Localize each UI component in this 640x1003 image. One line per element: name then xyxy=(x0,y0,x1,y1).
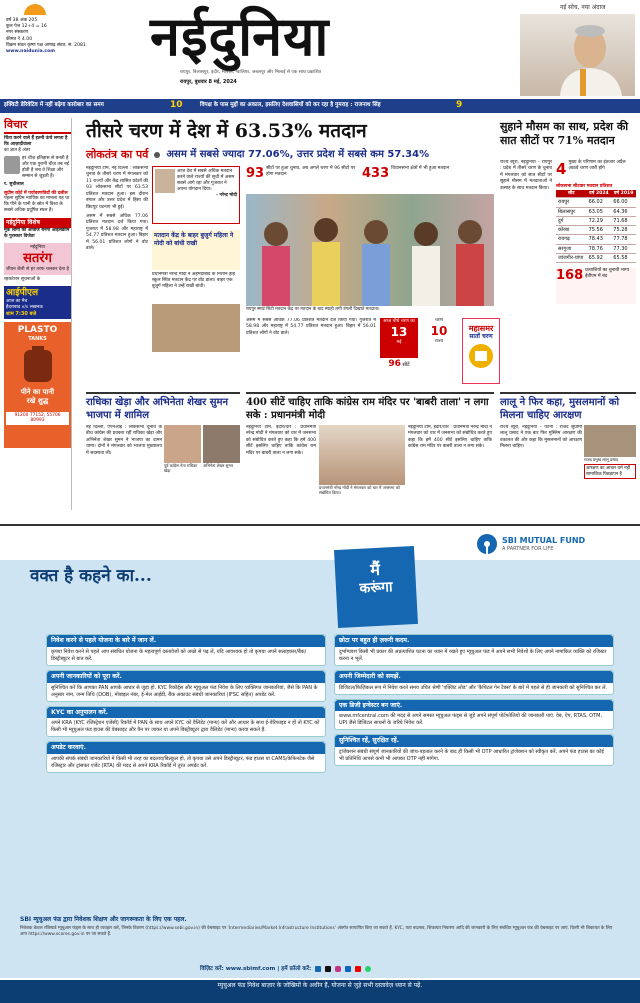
left-column xyxy=(4,118,72,510)
vichar-title: विचार xyxy=(4,118,71,134)
facebook-icon[interactable] xyxy=(315,966,321,972)
cell-seat: बिलासपुर xyxy=(556,207,587,216)
sc-title: सुप्रीम कोर्ट में पर्यावरणविदों की दलील xyxy=(4,190,68,196)
box433-text: विधानसभा क्षेत्रों में भी हुआ मतदान xyxy=(391,166,450,171)
ad-brand-sub: TANKS xyxy=(28,336,47,343)
sbi-panel xyxy=(334,670,614,695)
col-2024: वर्ष 2024 xyxy=(587,190,612,198)
mahasamar-sub: सातों चरण xyxy=(469,333,493,340)
lead-body2: असम में सबसे अधिक 77.06 प्रतिशत मतदान दर्ज किया गया। गुजरात में 58.98 और महाराष्ट्र में 54.77 प्रतिशत मतदान हुआ। बिहार में 56.01 प्रतिशत लोगों ने वोट डाले। xyxy=(246,318,376,336)
modi-caption: प्रधानमंत्री नरेन्द्र मोदी ने मंगलवार को धार में जनसभा को संबोधित किया। xyxy=(319,485,400,495)
panel-text: अपने KRA (KYC रजिस्ट्रेशन एजेंसी) रिकॉर्ड में PAN के साथ अपने KYC को वैलिडेट (मान्य) करें और आधार के साथ ई-वेरिफाइड न हों तो KYC को किसी भी म्यूचुअल फंड हाउस की वेबसाइट और पैन पर जाकर या अपने डिस्ट्रीब्यूटर द्वारा वैलिडेट (मान्य) करवा सकते हैं. xyxy=(51,720,320,734)
ad-phone: 91200 77152, 55706 80993 xyxy=(6,412,69,425)
khera-story[interactable] xyxy=(86,392,240,521)
stat-10: 10 xyxy=(430,323,448,338)
cell-seat: रायगढ़ xyxy=(556,235,587,244)
big168-box xyxy=(556,268,636,304)
cell-2019: 64.36 xyxy=(611,207,636,216)
phase-stat-box xyxy=(380,318,418,358)
visit-line[interactable] xyxy=(200,962,440,976)
stat-10-box xyxy=(420,318,458,358)
sbi-panel xyxy=(334,734,614,766)
leader-photo xyxy=(520,14,635,96)
divider xyxy=(0,524,640,526)
voters-photo xyxy=(246,194,494,306)
khera-photo xyxy=(164,425,201,463)
panel-title: सुनिश्चित रहें, सुरक्षित रहें. xyxy=(335,735,613,747)
masthead-logo: नईदुनिया xyxy=(150,4,330,68)
modi-photo xyxy=(319,425,405,485)
panel-title: छोटा पर बहुत ही ज़रूरी कदम. xyxy=(335,635,613,647)
x-icon[interactable] xyxy=(325,966,331,972)
ipl-box[interactable] xyxy=(4,286,71,319)
modi-avatar xyxy=(155,169,175,193)
strip-left-page: 10 xyxy=(170,100,183,110)
stat-13: 13 xyxy=(390,324,408,339)
stat-10-unit: राज्य xyxy=(434,338,444,344)
lalu-text: राज्य ब्यूरो, नईदुनिया – पटना : राजद सुप्रीमो लालू प्रसाद ने एक बार फिर मुस्लिम आरक्षण की वकालत की और कहा कि मुसलमानों को आरक्षण मिलना चाहिए। xyxy=(500,425,582,450)
vichar-author: र. सुधीलाल xyxy=(4,181,24,187)
kharge-photo xyxy=(152,304,240,352)
kharge-text: प्रधानमंत्री नरेन्द्र मोदी ने अहमदाबाद के निशान हाई स्कूल स्थित मतदान केंद्र पर वोट डाला। बाहर एक बुजुर्ग महिला ने उन्हें राखी बांधी। xyxy=(152,272,235,289)
lalu-story[interactable] xyxy=(500,392,636,521)
lead-headline[interactable]: तीसरे चरण में देश में 63.53% मतदान xyxy=(86,120,367,142)
table-row xyxy=(556,244,636,253)
linkedin-icon[interactable] xyxy=(345,966,351,972)
sbi-brand: SBI MUTUAL FUND xyxy=(502,535,586,545)
table-row xyxy=(556,207,636,216)
col-2019: वर्ष 2019 xyxy=(611,190,636,198)
table-row xyxy=(556,226,636,235)
khera-text: नई दिल्ली, एएनआई : लोकसभा चुनाव के बीच कांग्रेस की प्रवक्ता रहीं राधिका खेड़ा और अभिनेता शेखर सुमन ने भाजपा का दामन थामा। दोनों ने मंगलवार को भाजपा मुख्यालय में सदस्यता ली। xyxy=(86,425,162,456)
sbi-logo-icon xyxy=(476,533,498,555)
modi-quote-box xyxy=(152,166,240,224)
table-row xyxy=(556,198,636,207)
four-text: मुख्य के परिणाम का इंतजार अप्रैल आठवें चरण जारी होंगे xyxy=(568,160,626,171)
panel-title: एक डिजी इन्वेस्टर बन जाएं. xyxy=(335,700,613,712)
cell-seat: सरगुजा xyxy=(556,244,587,253)
vichar-item: चिंता करने वाले हैं इतनी ऊंचे लगता है कि आज़ादीवाला xyxy=(4,135,68,147)
website-link[interactable]: www.naidunia.com xyxy=(6,48,56,54)
headline-strip xyxy=(0,99,640,113)
edition-info xyxy=(6,18,116,55)
cell-2024: 63.05 xyxy=(587,207,612,216)
lalu-photo xyxy=(584,425,636,457)
edu-text: निवेशक केवल रजिस्टर्ड म्यूचुअल फंड्स के साथ ही व्यवहार करें, जिनके विवरण (https://www.sebi.gov.in) की वेबसाइट पर 'Intermediaries/Market Infrastructure Institutions' अंतर्गत सत्यापित किए जा सकते हैं. KYC, पता बदलाव, शिकायत निवारण आदि की जानकारी के लिए संबंधित म्यूचुअल फंड की वेबसाइट पर जाएं. किसी भी शिकायत के लिए आप https://www.scores.gov.in पर जा सकते हैं. xyxy=(20,926,613,937)
strip-right-page: 9 xyxy=(456,100,463,110)
ipl-time: शाम 7:30 बजे xyxy=(6,310,37,317)
sbi-left-panels xyxy=(46,634,326,773)
strip-right-text[interactable]: विपक्ष के पास मुद्दों का अकाल, इसलिए देशवासियों को कर रहा है गुमराह : राजनाथ सिंह xyxy=(200,102,381,108)
author-avatar xyxy=(4,156,20,174)
editions-line: रायपुर, बिलासपुर, इंदौर, भोपाल, ग्वालियर, जबलपुर और भिलाई से एक साथ प्रकाशित xyxy=(180,70,322,75)
vichar-item-sub: का ज्ञात है अंतर xyxy=(4,147,31,153)
panel-text: www.mfcentral.com की मदद से अपने समस्त म्यूचुअल फंड्स से जुड़े अपने संपूर्ण पोर्टफोलियो की जानकारी पाएं. वेब, ऐप, RTAS, OTM, UPI जैसे डिजिटल साधनों के जरिये निवेश करें. xyxy=(339,713,603,727)
box93 xyxy=(246,166,358,192)
cell-2024: 78.76 xyxy=(587,244,612,253)
youtube-icon[interactable] xyxy=(355,966,361,972)
vichar-text: हर चीज़ इतिहास से बनती है और एक पुरानी चीज़ तब नई होती है जब वे शिक्षा और सम्मान से जुड़ती हैं। xyxy=(22,155,69,179)
panel-text: कृपया निवेश करने से पहले आप संबंधित योजना के महत्वपूर्ण दस्तावेजों को अच्छे से पढ़ लें, यदि आवश्यक हो तो कृपया अपने सलाहकार/बैंक/डिस्ट्रीब्यूटर से बात करें. xyxy=(51,648,307,662)
modi-quote-sign: - नरेन्द्र मोदी xyxy=(216,192,237,198)
table-title: लोकसभा सीटवार मतदान प्रतिशत xyxy=(556,184,613,189)
modi-story[interactable] xyxy=(246,392,494,521)
whatsapp-icon[interactable] xyxy=(365,966,371,972)
panel-title: अपनी जिम्मेदारी को समझें. xyxy=(335,671,613,683)
disclaimer-text: म्युचुअल फंड निवेश बाज़ार के जोखिमों के अधीन हैं, योजना से जुड़े सभी दस्तावेज़ ध्यान से पढ़ें. xyxy=(217,982,423,989)
ballot-icon xyxy=(466,341,496,371)
satrang-box[interactable] xyxy=(4,243,71,275)
cell-seat: कोरबा xyxy=(556,226,587,235)
sbi-panel xyxy=(46,634,326,666)
tank-icon xyxy=(18,344,58,386)
cell-2024: 65.92 xyxy=(587,253,612,262)
box433 xyxy=(362,166,494,192)
modi-headline: 400 सीटें चाहिए ताकि कांग्रेस राम मंदिर पर 'बाबरी ताला' न लगा सके : प्रधानमंत्री मोदी xyxy=(246,397,489,421)
cell-2019: 77.30 xyxy=(611,244,636,253)
cell-2019: 66.00 xyxy=(611,198,636,207)
panel-text: ट्रांजेक्शन संबंधी संपूर्ण जानकारियों की जांच-पड़ताल करने के बाद ही किसी भी OTP आधारित ट्रांजेक्शन को स्वीकृत करें. अपने फंड हाउस का कोई भी प्रतिनिधि आपसे कभी भी आपका OTP नहीं मांगेगा. xyxy=(339,749,604,762)
ad-slogan2: रखे शुद्ध xyxy=(26,397,49,406)
photo2-caption: अभिनेता शेखर सुमन xyxy=(203,463,233,468)
lalu-caption: राजद प्रमुख लालू प्रसाद xyxy=(584,457,619,462)
photo-caption: रायपुर स्मार्ट सिटी मतदान केंद्र पर मतदान के बाद स्याही लगी उंगली दिखाते मतदाता। xyxy=(246,307,380,312)
plasto-ad[interactable] xyxy=(4,322,71,448)
ipl-text: आज का मैच xyxy=(6,299,28,305)
sbi-logo[interactable] xyxy=(476,530,636,558)
bullet-icon xyxy=(154,152,160,158)
ad-brand: PLASTO xyxy=(17,324,58,335)
sbi-disclaimer xyxy=(0,980,640,1003)
panel-title: KYC का अनुपालन करें. xyxy=(47,707,325,719)
dateline: रायपुर, बुधवार 8 मई, 2024 xyxy=(180,79,237,85)
sbi-tag-line1: मैं xyxy=(369,559,381,580)
voters-illustration xyxy=(246,194,494,306)
portrait-illustration xyxy=(520,14,635,96)
panel-title: अपनी जानकारियों को पूरा करें. xyxy=(47,671,325,683)
cell-seat: रायपुर xyxy=(556,198,587,207)
cell-2019: 77.78 xyxy=(611,235,636,244)
sbi-banner: वक्त है कहने का... xyxy=(30,566,152,586)
lead-body-para: नईदुनिया टीम, नई दिल्ली : लोकसभा चुनाव के तीसरे चरण में मंगलवार को 11 राज्यों और केंद्र शासित प्रदेशों की 93 लोकसभा सीटों पर 63.53 प्रतिशत मतदान हुआ। इस दौरान बंगाल और उत्तर प्रदेश में हिंसा की छिटपुट घटनाएं भी हुईं। xyxy=(86,166,148,210)
table-row xyxy=(556,216,636,225)
box433-number: 433 xyxy=(362,166,390,181)
seatwise-table xyxy=(556,184,636,263)
rajasthan-text: रहकरेशन सूचनाओं के xyxy=(4,277,41,282)
cell-2024: 72.29 xyxy=(587,216,612,225)
kharge-box xyxy=(152,230,240,270)
stat-96-unit: सीटें xyxy=(402,362,410,368)
panel-text: सुनिश्चित करें कि आपका PAN आपके आधार से जुड़ा हो. KYC रिकॉर्ड्स और म्यूचुअल फंड निवेश के लिए व्यक्तिगत जानकारियां, जैसे कि PAN के अनुसार नाम, जन्म तिथि (DOB), मोबाइल नंबर, ई-मेल आईडी, बैंक अकाउंट संबंधी जानकारियां (IFSC सहित) अपडेट करें. xyxy=(51,684,318,698)
cell-2024: 75.56 xyxy=(587,226,612,235)
box93-text: सीटों पर हुआ चुनाव, अब अगले चरण में 96 सीटों पर होगा मतदान xyxy=(266,166,356,177)
sbi-panel xyxy=(334,634,614,666)
satrang-text: जीवन शैली से हर तरफ चलकर देता है xyxy=(6,267,69,273)
lead-body xyxy=(86,166,148,386)
edition-line: कुल पेज 12+4 = 16 xyxy=(6,24,47,30)
panel-title: निवेश करने से पहले योजना के बारे में जान लें. xyxy=(47,635,325,647)
special-title: नईदुनिया विशेष xyxy=(4,218,71,228)
mahasamar-box xyxy=(462,318,500,384)
panel-text: डिजिटल/फिज़िकल रूप में निवेश करते समय उचित श्रेणी 'एक्ज़िट लोड' और 'कैपिटल गेन टैक्स' के बारे में पहले से ही जानकारी को सुनिश्चित कर लें. xyxy=(339,684,608,691)
cell-2019: 65.58 xyxy=(611,253,636,262)
lead-section: लोकतंत्र का पर्व xyxy=(86,148,149,161)
stat-label: आज चौथे चरण का xyxy=(383,319,415,324)
cell-2019: 71.68 xyxy=(611,216,636,225)
edition-line: विक्रम संवत कृष्ण पक्ष आषाढ़ संवत, सं. 2081 xyxy=(6,42,86,48)
cell-2019: 75.28 xyxy=(611,226,636,235)
ipl-title: आईपीएल xyxy=(6,287,39,298)
edition-line: नगर संस्करण xyxy=(6,30,29,36)
ipl-match: हैदराबाद v/s लखनऊ xyxy=(6,304,43,310)
cg-text: राज्य ब्यूरो, नईदुनिया – रायपुर : प्रदेश में तीसरे चरण के चुनाव में मंगलवार को सात सीटों पर सुहाने मौसम में मतदाताओं ने उत्साह के साथ मतदान किया। xyxy=(500,160,552,191)
sbi-tag-line2: करूंगा xyxy=(359,579,394,597)
four-number: 4 xyxy=(556,160,567,178)
special-text: मूक लोगों की आवाज बनेगा आइसक्रीम के पुरस्कार विजेता xyxy=(4,227,70,239)
modi-text: नईदुनिया टीम, इंदौर/धार : प्रधानमंत्री नरेन्द्र मोदी ने मंगलवार को धार में जनसभा को संबोधित करते हुए कहा कि हमें 400 सीटें इसलिए चाहिए ताकि कांग्रेस राम मंदिर पर बाबरी ताला न लगा सके। xyxy=(246,425,316,456)
sbi-right-panels xyxy=(334,634,614,766)
sbi-tag xyxy=(334,546,418,628)
cell-seat: जांजगीर-चांपा xyxy=(556,253,587,262)
photo1-caption: पूर्व कांग्रेस नेता राधिका खेड़ा xyxy=(164,463,198,473)
stat-96: 96 xyxy=(388,359,401,369)
stat-96-box xyxy=(380,359,418,381)
modi-quote: आज देश में सबसे अधिक मतदान करने वाले राज्यों की सूची में असम सबसे आगे रहा और गुजरात ने अपना योगदान दिया। xyxy=(177,169,235,192)
box93-number: 93 xyxy=(246,166,265,181)
sbi-panel xyxy=(46,670,326,702)
lead-body-para: असम में सबसे अधिक 77.06 प्रतिशत मतदान दर्ज किया गया। गुजरात में 58.98 और महाराष्ट्र में 54.77 प्रतिशत मतदान हुआ। बिहार में 56.01 प्रतिशत लोगों ने वोट डाले। xyxy=(86,213,148,252)
table-row xyxy=(556,253,636,262)
khera-headline: राधिका खेड़ा और अभिनेता शेखर सुमन भाजपा में शामिल xyxy=(86,397,228,421)
sc-text: पहला सुप्रिम न्यायिक का मामला यह था कि पीने के पानी के स्रोत में विश्व के सबसे अधिक प्रदूषित स्थल हैं। xyxy=(4,196,70,214)
modi-text2: नईदुनिया टीम, इंदौर/धार : प्रधानमंत्री नरेन्द्र मोदी ने मंगलवार को धार में जनसभा को संबोधित करते हुए कहा कि हमें 400 सीटें इसलिए चाहिए ताकि कांग्रेस राम मंदिर पर बाबरी ताला न लगा सके। xyxy=(408,425,492,450)
cell-2024: 66.02 xyxy=(587,198,612,207)
instagram-icon[interactable] xyxy=(335,966,341,972)
big168-number: 168 xyxy=(556,268,584,283)
cell-2024: 78.43 xyxy=(587,235,612,244)
tagline: नई सोच, नया अंदाज xyxy=(560,4,606,11)
satrang-label: नईदुनिया xyxy=(30,244,45,250)
sbi-panel xyxy=(46,741,326,773)
cg-headline[interactable]: सुहाने मौसम का साथ, प्रदेश की सात सीटों पर 71% मतदान xyxy=(500,120,629,147)
visit-text[interactable]: विज़िट करें: www.sbimf.com | हमें फ़ॉलो करें: xyxy=(200,965,312,972)
lalu-box: आरक्षण का आधार धर्म नहीं सामाजिक पिछड़ापन है xyxy=(584,464,636,479)
mahasamar-title: महासमर xyxy=(468,323,494,333)
lead-subhead: असम में सबसे ज्यादा 77.06%, उत्तर प्रदेश में सबसे कम 57.34% xyxy=(166,148,430,160)
table-row xyxy=(556,235,636,244)
col-seat: सीट xyxy=(556,190,587,198)
edu-title: SBI म्युचुअल फंड द्वारा निवेशक शिक्षण और जागरूकता के लिए एक पहल. xyxy=(20,916,187,923)
edition-line: वर्ष 38 अंक 205 xyxy=(6,18,38,23)
poll-table xyxy=(556,190,636,263)
panel-text: दुर्भाग्यवश किसी भी प्रकार की अप्रत्याशित घटना का ध्यान में रखते हुए म्यूचुअल फंड में अपने सभी निवेशों के लिए अपने नामांकित व्यक्ति को रजिस्टर करना न भूलें. xyxy=(339,648,607,662)
sbi-panel xyxy=(46,706,326,738)
panel-title: अपडेट करवाएं. xyxy=(47,742,325,754)
panel-text: आपकी संपर्क संबंधी जानकारियों में किसी भी तरह का बदलाव/बिल्कुल हो, तो कृपया उसे अपने डिस्ट्रीब्यूटर, फंड हाउस या CAMS/केफिनटेक जैसे रजिस्ट्रार और ट्रांसफर एजेंट (RTA) की मदद से अपने KRA रिकॉर्ड में तुरंत अपडेट करें. xyxy=(51,756,315,769)
kharge-head: मतदान केंद्र के बाहर बुजुर्ग महिला ने मोदी को बांधी राखी xyxy=(154,232,234,247)
four-box xyxy=(556,160,636,182)
lalu-headline: लालू ने फिर कहा, मुसलमानों को मिलना चाहिए आरक्षण xyxy=(500,397,620,421)
cell-seat: दुर्ग xyxy=(556,216,587,225)
table-header-row xyxy=(556,190,636,198)
stat-label2: चरण xyxy=(435,318,443,323)
sbi-panel xyxy=(334,699,614,731)
ad-slogan: पीने का पानी xyxy=(20,388,55,397)
edition-line: कीमत ₹ 4.00 xyxy=(6,36,33,42)
strip-left-text[interactable]: इक्विटी डेरिवेटिव में नहीं बढ़ेगा कारोबार का समय xyxy=(4,102,104,108)
suman-photo xyxy=(203,425,240,463)
satrang-title: सतरंग xyxy=(23,250,52,266)
logo-sun-icon xyxy=(24,4,46,15)
sbi-brand-sub: A PARTNER FOR LIFE xyxy=(502,545,554,552)
stat-13-unit: मई xyxy=(396,339,402,345)
big168-text: प्रत्याशियों का चुनावी भाग्य ईवीएम में बंद xyxy=(585,268,629,279)
